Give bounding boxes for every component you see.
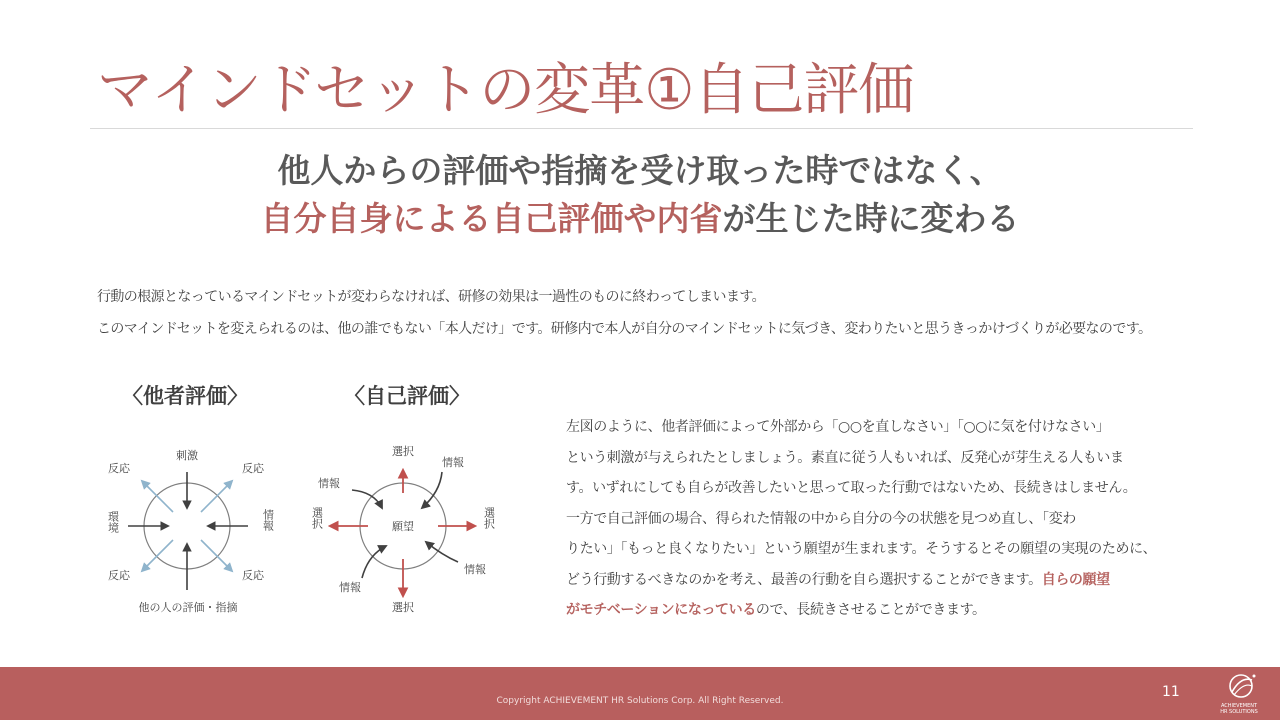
company-logo-text: [1204, 703, 1274, 715]
label-select-bottom: 選択: [392, 601, 414, 614]
label-reaction-bl: 反応: [108, 569, 130, 582]
explanation-line: す。いずれにしても自らが改善したいと思って取った行動ではないため、長続きはしません。: [566, 480, 1137, 496]
label-select-right: 選択: [482, 507, 496, 529]
info-arrow-tl: [352, 490, 382, 508]
explanation-emphasis: がモチベーションになっている: [566, 602, 756, 618]
headline-line-1: 他人からの評価や指摘を受け取った時ではなく、: [277, 151, 1003, 190]
other-evaluation-diagram: [107, 448, 275, 614]
intro-paragraph-2: このマインドセットを変えられるのは、他の誰でもない「本人だけ」です。研修内で本人が自分のマインドセットに気づき、変わりたいと思うきっかけづくりが必要なのです。: [97, 321, 1152, 337]
explanation-line: りたい」「もっと良くなりたい」という願望が生まれます。そうするとその願望の実現のために、: [566, 541, 1157, 557]
label-info-bl: 情報: [339, 581, 361, 594]
explanation-line: [566, 595, 1126, 626]
label-info-tl: 情報: [318, 477, 340, 490]
slide-title: マインドセットの変革①自己評価: [97, 58, 914, 123]
logo-line-2: HR SOLUTIONS: [1220, 709, 1258, 715]
explanation-text-plain: どう行動するべきなのかを考え、最善の行動を自ら選択することができます。: [566, 571, 1042, 588]
label-info-tr: 情報: [442, 456, 464, 469]
label-select-left: 選択: [310, 507, 324, 529]
label-stimulus: 刺激: [176, 449, 198, 462]
footer-bar: [0, 667, 1280, 720]
copyright-notice: Copyright ACHIEVEMENT HR Solutions Corp. All Right Reserved.: [496, 696, 784, 706]
explanation-text: [566, 412, 1157, 626]
title-divider: [90, 128, 1193, 129]
label-select-top: 選択: [392, 445, 414, 458]
other-evaluation-title: 〈他者評価〉: [122, 384, 248, 408]
explanation-line: 左図のように、他者評価によって外部から「○○を直しなさい」「○○に気を付けなさい」: [566, 419, 1110, 435]
explanation-line: 一方で自己評価の場合、得られた情報の中から自分の今の状態を見つめ直し、「変わ: [566, 510, 1076, 527]
headline-accent: 自分自身による自己評価や内省: [260, 199, 723, 238]
explanation-line: [566, 565, 1126, 596]
label-reaction-tr: 反応: [242, 462, 264, 475]
reaction-arrow-tl: [142, 481, 173, 512]
explanation-emphasis: 自らの願望: [1041, 571, 1110, 588]
label-information: 情報: [261, 509, 275, 531]
label-reaction-tl: 反応: [108, 462, 130, 475]
explanation-text-plain: ので、長続きさせることができます。: [755, 602, 986, 618]
reaction-arrow-bl: [142, 540, 173, 571]
reaction-arrow-tr: [201, 481, 232, 512]
headline-line-2: [0, 195, 1280, 243]
label-environment: 環境: [106, 511, 120, 533]
headline-rest: が生じた時に変わる: [722, 199, 1020, 238]
evaluation-diagrams: [90, 430, 530, 620]
intro-paragraph-1: 行動の根源となっているマインドセットが変わらなければ、研修の効果は一過性のものに終わってしまいます。: [97, 289, 766, 305]
self-evaluation-diagram: [311, 444, 496, 614]
label-desire: 願望: [392, 520, 414, 533]
explanation-line: という刺激が与えられたとしましょう。素直に従う人もいれば、反発心が芽生える人もいま: [566, 449, 1124, 466]
label-info-br: 情報: [464, 563, 486, 576]
reaction-arrow-br: [201, 540, 232, 571]
label-others-evaluation: 他の人の評価・指摘: [138, 601, 238, 614]
info-arrow-bl: [362, 546, 386, 578]
label-reaction-br: 反応: [242, 569, 264, 582]
self-evaluation-title: 〈自己評価〉: [344, 384, 470, 408]
logo-line-1: ACHIEVEMENT: [1220, 703, 1258, 709]
page-number: 11: [1162, 684, 1180, 700]
